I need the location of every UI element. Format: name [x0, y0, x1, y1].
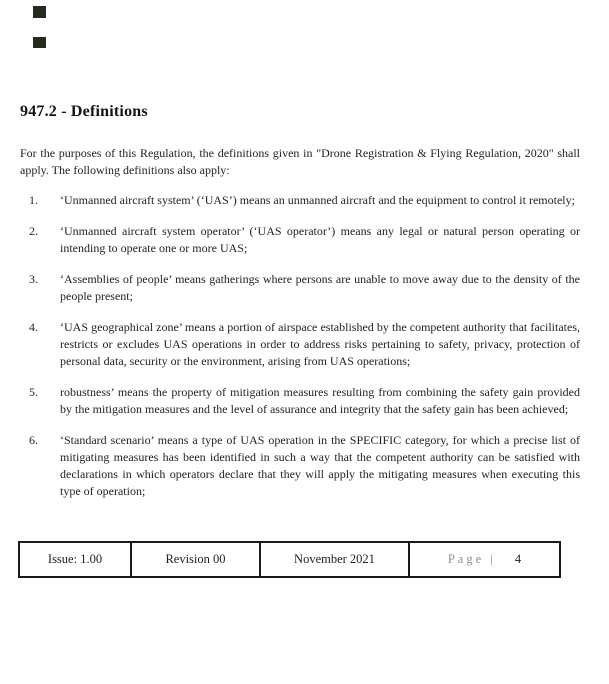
definition-item	[20, 432, 580, 500]
logo-mark-icon	[33, 6, 46, 18]
definition-text: ‘UAS geographical zone’ means a portion of airspace established by the competent authority that facilitates, restricts or excludes UAS operations in order to address risks pertaining to safety, privacy, protection of personal data, security or the environment, arising from UAS operations;	[60, 320, 580, 368]
definition-number: 3.	[29, 272, 38, 286]
footer-date-cell: November 2021	[260, 542, 409, 577]
definition-number: 2.	[29, 224, 38, 238]
definition-item	[20, 271, 580, 305]
definition-number: 5.	[29, 385, 38, 399]
definition-number: 6.	[29, 433, 38, 447]
definition-text: ‘Unmanned aircraft system’ (‘UAS’) means an unmanned aircraft and the equipment to control it remotely;	[60, 193, 575, 207]
page-content	[20, 103, 580, 500]
definition-number: 4.	[29, 320, 38, 334]
page-number: 4	[514, 552, 522, 566]
definitions-list	[20, 192, 580, 500]
definition-number: 1.	[29, 193, 38, 207]
footer-page-cell	[409, 542, 560, 577]
intro-paragraph: For the purposes of this Regulation, the definitions given in "Drone Registration & Flying Regulation, 2020" shall apply. The following definitions also apply:	[20, 146, 580, 177]
footer-row	[19, 542, 560, 577]
definition-item	[20, 223, 580, 257]
page-label: Page |	[447, 552, 496, 566]
footer-revision-cell: Revision 00	[131, 542, 260, 577]
definition-item	[20, 384, 580, 418]
definition-text: ‘Standard scenario’ means a type of UAS operation in the SPECIFIC category, for which a precise list of mitigating measures has been identified in such a way that the competent authority can be satisfied with declarations in which operators declare that they will apply the mitigating measures when executing this type of operation;	[60, 433, 580, 498]
footer-issue-cell: Issue: 1.00	[19, 542, 131, 577]
definition-item	[20, 192, 580, 209]
footer-table	[18, 541, 561, 578]
definition-text: ‘Unmanned aircraft system operator’ (‘UAS operator’) means any legal or natural person operating or intending to operate one or more UAS;	[60, 224, 580, 255]
definition-item	[20, 319, 580, 370]
logo-mark-icon	[33, 37, 46, 48]
section-heading: 947.2 - Definitions	[20, 103, 148, 120]
definition-text: robustness’ means the property of mitigation measures resulting from combining the safety gain provided by the mitigation measures and the level of assurance and integrity that the safety gain has been achieved;	[60, 385, 580, 416]
definition-text: ‘Assemblies of people’ means gatherings where persons are unable to move away due to the density of the people present;	[60, 272, 580, 303]
